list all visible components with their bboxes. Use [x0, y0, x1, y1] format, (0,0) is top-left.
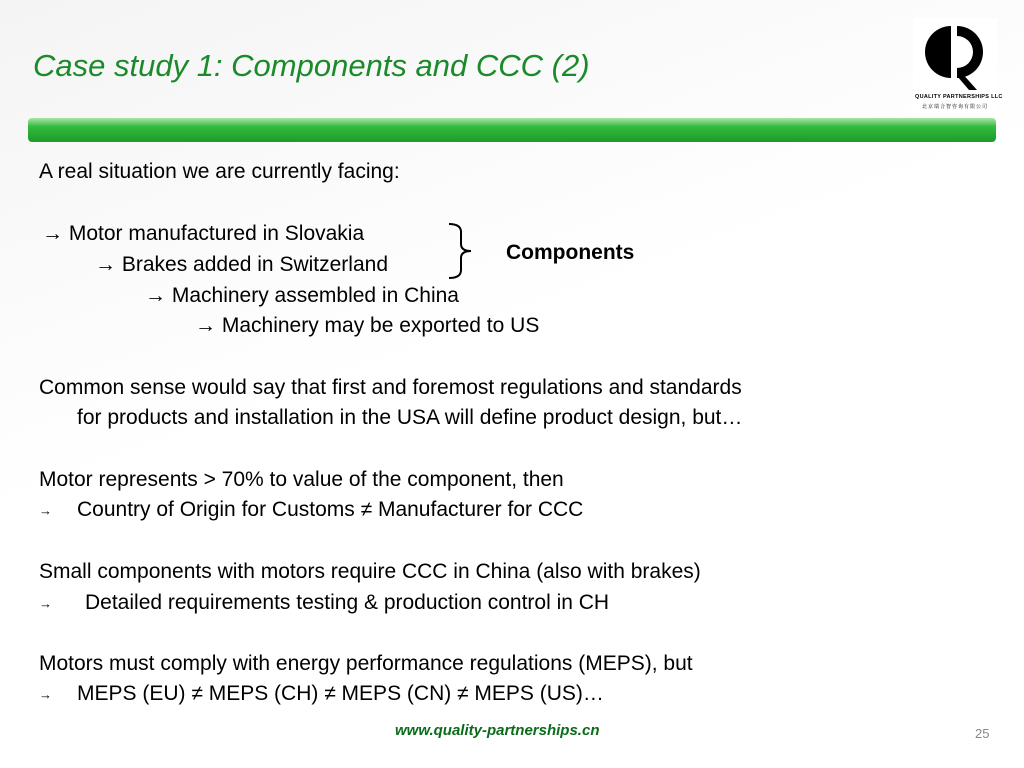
meps-bullet [39, 681, 604, 708]
footer-website-link[interactable]: www.quality-partnerships.cn [395, 722, 600, 739]
curly-brace-icon [447, 222, 477, 280]
meps-bullet-text: MEPS (EU) ≠ MEPS (CH) ≠ MEPS (CN) ≠ MEPS (US)… [77, 682, 604, 705]
chain-item-1 [42, 221, 364, 247]
arrow-right-icon: → [42, 222, 63, 245]
motor-heading: Motor represents > 70% to value of the component, then [39, 468, 564, 491]
slide-title: Case study 1: Components and CCC (2) [33, 48, 590, 83]
chain-item-3-text: Machinery assembled in China [171, 284, 459, 307]
motor-bullet [39, 497, 584, 524]
chain-item-2 [95, 252, 388, 278]
chain-item-2-text: Brakes added in Switzerland [121, 253, 388, 276]
chain-item-1-text: Motor manufactured in Slovakia [68, 222, 365, 245]
arrow-right-icon: → [95, 253, 116, 276]
arrow-right-icon: → [145, 284, 166, 307]
chain-item-4-text: Machinery may be exported to US [221, 314, 540, 337]
logo-company-name: QUALITY PARTNERSHIPS LLC [915, 94, 1003, 100]
chain-item-3 [145, 283, 459, 309]
common-sense-line-1: Common sense would say that first and foremost regulations and standards [39, 376, 742, 399]
arrow-right-icon: → [195, 314, 216, 337]
title-divider-bar [28, 118, 996, 142]
company-logo [913, 18, 1003, 118]
arrow-right-icon: → [39, 596, 52, 611]
qp-logo-icon [921, 22, 989, 94]
meps-heading: Motors must comply with energy performance regulations (MEPS), but [39, 652, 693, 675]
small-components-bullet [39, 590, 610, 617]
components-label: Components [506, 241, 635, 264]
small-components-heading: Small components with motors require CCC in China (also with brakes) [39, 560, 701, 583]
arrow-right-icon: → [39, 503, 52, 518]
small-components-bullet-text: Detailed requirements testing & production control in CH [85, 591, 610, 614]
page-number: 25 [975, 726, 990, 741]
motor-bullet-text: Country of Origin for Customs ≠ Manufacturer for CCC [77, 498, 584, 521]
intro-text: A real situation we are currently facing: [39, 160, 400, 183]
logo-company-name-cn: 北京瑞合智咨询有限公司 [921, 104, 988, 110]
arrow-right-icon: → [39, 687, 52, 702]
chain-item-4 [195, 313, 539, 339]
common-sense-line-2: for products and installation in the USA will define product design, but… [77, 406, 743, 429]
